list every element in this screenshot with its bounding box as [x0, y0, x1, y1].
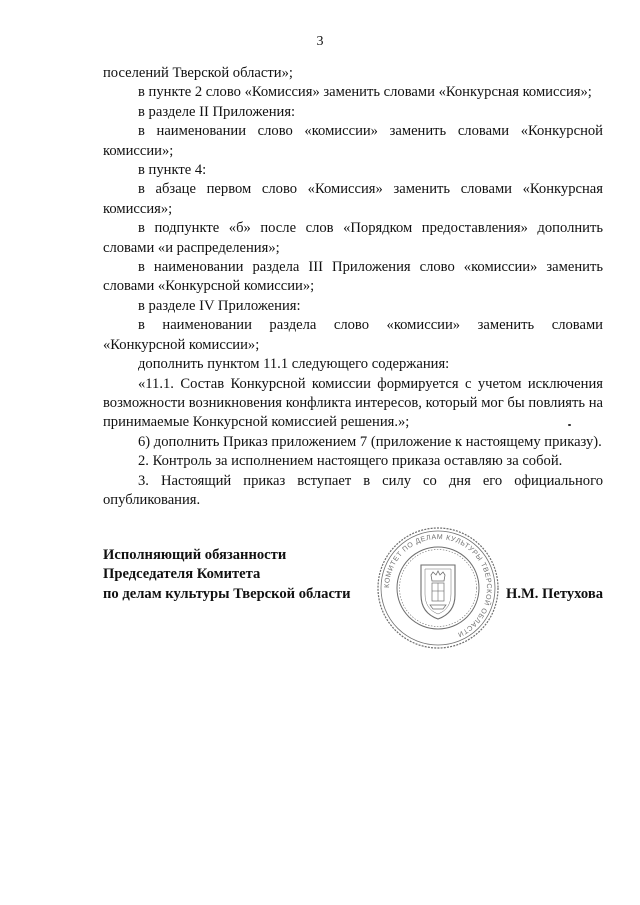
signer-position-line: Председателя Комитета: [103, 566, 261, 583]
signer-position-line: по делам культуры Тверской области: [103, 585, 351, 602]
page-number: 3: [316, 34, 324, 49]
paragraph: 6) дополнить Приказ приложением 7 (приложение к настоящему приказу).: [138, 433, 602, 450]
paragraph: в наименовании раздела III Приложения слово «комиссии» заменить словами «Конкурсной комиссии»;: [103, 259, 603, 295]
paragraph: «11.1. Состав Конкурсной комиссии формируется с учетом исключения возможности возникновения конфликта интересов, который мог бы повлиять на принимаемые Конкурсной комиссией решения.»;: [103, 375, 603, 431]
paragraph: в разделе II Приложения:: [138, 103, 296, 120]
scan-speck: [568, 424, 571, 426]
signature-block: [103, 546, 603, 666]
seal-text: КОМИТЕТ ПО ДЕЛАМ КУЛЬТУРЫ ТВЕРСКОЙ ОБЛАСТИ: [383, 533, 493, 638]
paragraph: в абзаце первом слово «Комиссия» заменить словами «Конкурсная комиссия»;: [103, 181, 603, 217]
signer-position-line: Исполняющий обязанности: [103, 547, 287, 563]
paragraph: в наименовании раздела слово «комиссии» заменить словами «Конкурсной комиссии»;: [103, 317, 603, 353]
paragraph: в наименовании слово «комиссии» заменить словами «Конкурсной комиссии»;: [103, 123, 603, 159]
paragraph: в пункте 4:: [138, 162, 207, 179]
signer-name: Н.М. Петухова: [505, 585, 603, 602]
signer-position: [103, 546, 351, 604]
paragraph: 2. Контроль за исполнением настоящего приказа оставляю за собой.: [138, 453, 563, 470]
paragraph: в пункте 2 слово «Комиссия» заменить словами «Конкурсная комиссия»;: [138, 84, 592, 101]
paragraph: поселений Тверской области»;: [103, 65, 293, 81]
paragraph: в подпункте «б» после слов «Порядком предоставления» дополнить словами «и распределения»;: [103, 220, 603, 256]
paragraph: дополнить пунктом 11.1 следующего содержания:: [138, 356, 450, 373]
document-body: [103, 64, 603, 510]
paragraph: в разделе IV Приложения:: [138, 297, 301, 314]
official-seal-icon: [375, 525, 501, 651]
paragraph: 3. Настоящий приказ вступает в силу со дня его официального опубликования.: [103, 472, 603, 508]
